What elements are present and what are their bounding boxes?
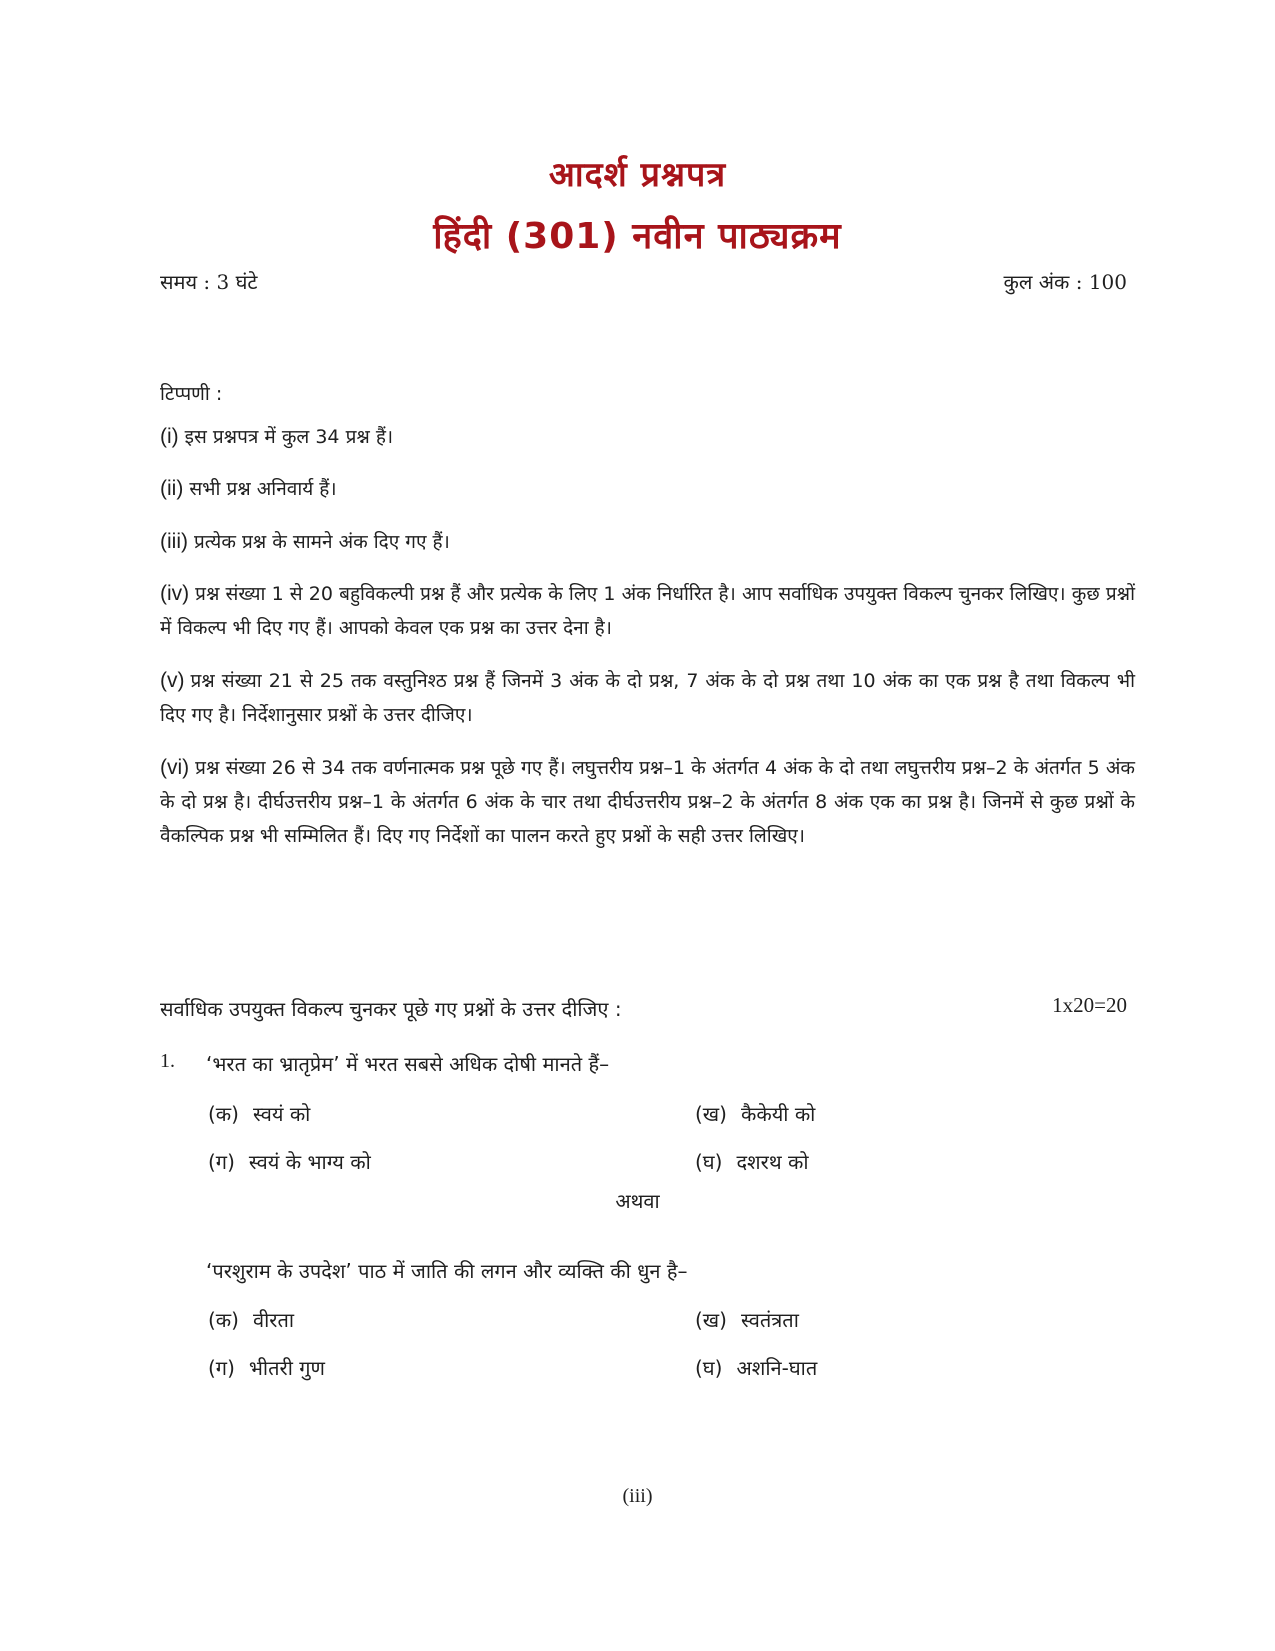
time-allowed: समय : 3 घंटे	[160, 270, 258, 294]
option-ka	[208, 1100, 310, 1127]
note-text: सभी प्रश्न अनिवार्य हैं।	[189, 478, 337, 500]
note-item	[160, 472, 1135, 506]
note-item	[160, 420, 1135, 454]
option-text: वीरता	[252, 1308, 295, 1332]
alt-option-ka	[208, 1306, 294, 1333]
option-label: (क)	[208, 1102, 239, 1126]
page-number: (iii)	[622, 1485, 653, 1507]
option-text: स्वतंत्रता	[740, 1308, 799, 1332]
option-text: स्वयं को	[252, 1102, 311, 1126]
question-text: ‘भरत का भ्रातृप्रेम’ में भरत सबसे अधिक दोषी मानते हैं–	[206, 1052, 610, 1076]
option-label: (ग)	[208, 1356, 235, 1380]
note-number: (i)	[160, 425, 179, 448]
alt-option-ga	[208, 1354, 325, 1381]
note-number: (iv)	[160, 582, 190, 605]
option-label: (ग)	[208, 1150, 235, 1174]
option-text: अशनि-घात	[736, 1356, 818, 1380]
alternate-question-text: ‘परशुराम के उपदेश’ पाठ में जाति की लगन और व्यक्ति की धुन है–	[206, 1259, 688, 1283]
note-number: (iii)	[160, 530, 188, 553]
note-text: प्रश्न संख्या 1 से 20 बहुविकल्पी प्रश्न हैं और प्रत्येक के लिए 1 अंक निर्धारित है। आप सर्वाधिक उपयुक्त विकल्प चुनकर लिखिए। कुछ प्रश्नों में विकल्प भी दिए गए हैं। आपको केवल एक प्रश्न का उत्तर देना है।	[160, 583, 1135, 639]
page-subtitle: हिंदी (301) नवीन पाठ्यक्रम	[433, 216, 842, 257]
total-marks: कुल अंक : 100	[1003, 270, 1127, 294]
option-label: (ख)	[695, 1102, 727, 1126]
notes-heading: टिप्पणी :	[160, 383, 223, 405]
note-item	[160, 577, 1135, 645]
option-text: दशरथ को	[736, 1150, 809, 1174]
option-kha	[695, 1100, 815, 1127]
page-title: आदर्श प्रश्नपत्र	[548, 155, 727, 195]
option-ga	[208, 1148, 371, 1175]
or-separator: अथवा	[615, 1189, 660, 1213]
note-number: (ii)	[160, 477, 184, 500]
note-item	[160, 751, 1135, 853]
note-text: प्रश्न संख्या 21 से 25 तक वस्तुनिश्ठ प्रश्न हैं जिनमें 3 अंक के दो प्रश्न, 7 अंक के दो प्रश्न तथा 10 अंक का एक प्रश्न है तथा विकल्प भी दिए गए है। निर्देशानुसार प्रश्नों के उत्तर दीजिए।	[160, 670, 1135, 726]
alt-option-kha	[695, 1306, 799, 1333]
note-text: प्रत्येक प्रश्न के सामने अंक दिए गए हैं।	[193, 531, 450, 553]
section-instruction: सर्वाधिक उपयुक्त विकल्प चुनकर पूछे गए प्रश्नों के उत्तर दीजिए :	[160, 997, 622, 1021]
note-text: इस प्रश्नपत्र में कुल 34 प्रश्न हैं।	[184, 426, 394, 448]
option-text: स्वयं के भाग्य को	[248, 1150, 371, 1174]
option-label: (क)	[208, 1308, 239, 1332]
section-marks: 1x20=20	[1052, 993, 1127, 1017]
option-text: कैकेयी को	[740, 1102, 816, 1126]
option-label: (घ)	[695, 1150, 723, 1174]
option-label: (घ)	[695, 1356, 723, 1380]
option-label: (ख)	[695, 1308, 727, 1332]
option-gha	[695, 1148, 809, 1175]
alt-option-gha	[695, 1354, 817, 1381]
question-number: 1.	[160, 1050, 175, 1072]
note-item	[160, 664, 1135, 732]
note-item	[160, 525, 1135, 559]
note-text: प्रश्न संख्या 26 से 34 तक वर्णनात्मक प्रश्न पूछे गए हैं। लघुत्तरीय प्रश्न–1 के अंतर्गत 4 अंक के दो तथा लघुत्तरीय प्रश्न–2 के अंतर्गत 5 अंक के दो प्रश्न है। दीर्घउत्तरीय प्रश्न–1 के अंतर्गत 6 अंक के चार तथा दीर्घउत्तरीय प्रश्न–2 के अंतर्गत 8 अंक एक का प्रश्न है। जिनमें से कुछ प्रश्नों के वैकल्पिक प्रश्न भी सम्मिलित हैं। दिए गए निर्देशों का पालन करते हुए प्रश्नों के सही उत्तर लिखिए।	[160, 757, 1135, 847]
note-number: (vi)	[160, 756, 190, 779]
option-text: भीतरी गुण	[248, 1356, 325, 1380]
note-number: (v)	[160, 669, 185, 692]
